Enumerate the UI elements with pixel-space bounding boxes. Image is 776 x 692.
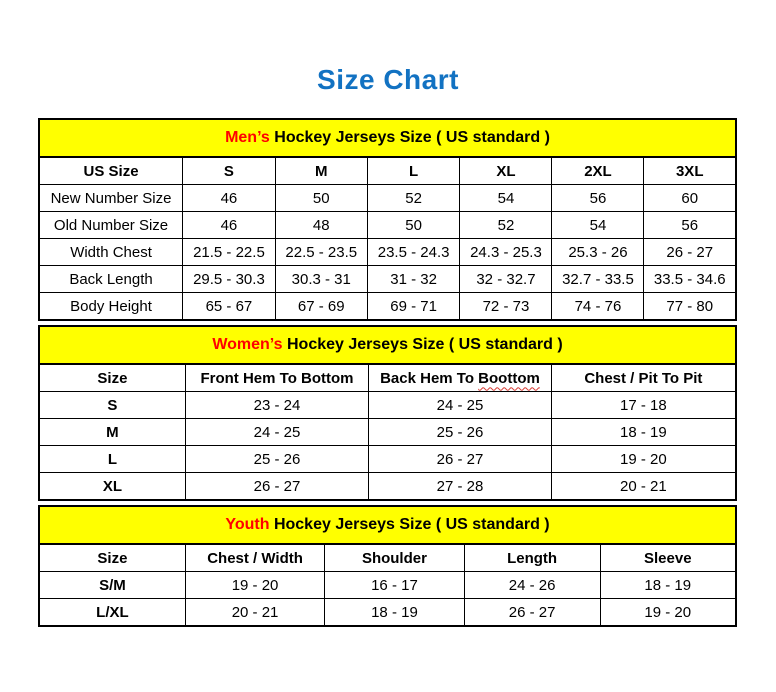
value-cell: 48 (275, 212, 367, 239)
value-cell: 24 - 25 (369, 392, 552, 419)
value-cell: 26 - 27 (185, 473, 368, 501)
value-cell: 65 - 67 (183, 293, 276, 321)
mens-col-us-size: US Size (39, 157, 183, 185)
womens-row-s (39, 392, 736, 419)
value-cell: 54 (552, 212, 644, 239)
value-cell: 32 - 32.7 (460, 266, 552, 293)
tables-container (38, 118, 737, 627)
womens-size-table (38, 325, 737, 501)
youth-size-table (38, 505, 737, 627)
mens-section-title (39, 119, 736, 157)
row-label: Width Chest (39, 239, 183, 266)
value-cell: 52 (367, 185, 460, 212)
value-cell: 26 - 27 (644, 239, 736, 266)
value-cell: 19 - 20 (600, 599, 736, 627)
youth-band-rest: Hockey Jerseys Size ( US standard ) (269, 516, 550, 533)
mens-col-s: S (183, 157, 276, 185)
value-cell: 77 - 80 (644, 293, 736, 321)
size-label: M (39, 419, 185, 446)
value-cell: 19 - 20 (185, 572, 324, 599)
value-cell: 26 - 27 (464, 599, 600, 627)
youth-col-chest-width: Chest / Width (185, 544, 324, 572)
womens-row-xl (39, 473, 736, 501)
youth-band-highlight: Youth (225, 516, 270, 533)
value-cell: 32.7 - 33.5 (552, 266, 644, 293)
back-hem-prefix: Back Hem To (380, 369, 479, 387)
value-cell: 17 - 18 (551, 392, 736, 419)
size-label: L (39, 446, 185, 473)
mens-row-width-chest (39, 239, 736, 266)
value-cell: 18 - 19 (600, 572, 736, 599)
value-cell: 46 (183, 212, 276, 239)
mens-row-new-number-size (39, 185, 736, 212)
value-cell: 18 - 19 (551, 419, 736, 446)
value-cell: 60 (644, 185, 736, 212)
value-cell: 22.5 - 23.5 (275, 239, 367, 266)
value-cell: 33.5 - 34.6 (644, 266, 736, 293)
mens-section-band (39, 119, 736, 157)
youth-row-lxl (39, 599, 736, 627)
mens-col-m: M (275, 157, 367, 185)
womens-band-highlight: Women’s (212, 336, 283, 353)
value-cell: 56 (552, 185, 644, 212)
mens-row-old-number-size (39, 212, 736, 239)
youth-col-shoulder: Shoulder (325, 544, 464, 572)
womens-col-front-hem: Front Hem To Bottom (185, 364, 368, 392)
mens-band-rest: Hockey Jerseys Size ( US standard ) (269, 129, 550, 146)
value-cell: 31 - 32 (367, 266, 460, 293)
womens-col-chest: Chest / Pit To Pit (551, 364, 736, 392)
value-cell: 23 - 24 (185, 392, 368, 419)
mens-col-3xl: 3XL (644, 157, 736, 185)
value-cell: 52 (460, 212, 552, 239)
value-cell: 69 - 71 (367, 293, 460, 321)
value-cell: 24 - 25 (185, 419, 368, 446)
row-label: New Number Size (39, 185, 183, 212)
size-label: S (39, 392, 185, 419)
value-cell: 50 (275, 185, 367, 212)
womens-col-back-hem (369, 364, 552, 392)
value-cell: 30.3 - 31 (275, 266, 367, 293)
mens-col-2xl: 2XL (552, 157, 644, 185)
value-cell: 16 - 17 (325, 572, 464, 599)
youth-row-sm (39, 572, 736, 599)
value-cell: 72 - 73 (460, 293, 552, 321)
value-cell: 25 - 26 (185, 446, 368, 473)
value-cell: 67 - 69 (275, 293, 367, 321)
youth-header-row (39, 544, 736, 572)
youth-col-size: Size (39, 544, 185, 572)
size-label: L/XL (39, 599, 185, 627)
youth-section-title (39, 506, 736, 544)
value-cell: 20 - 21 (551, 473, 736, 501)
value-cell: 56 (644, 212, 736, 239)
mens-row-body-height (39, 293, 736, 321)
value-cell: 46 (183, 185, 276, 212)
mens-header-row (39, 157, 736, 185)
value-cell: 25 - 26 (369, 419, 552, 446)
value-cell: 23.5 - 24.3 (367, 239, 460, 266)
value-cell: 19 - 20 (551, 446, 736, 473)
youth-col-sleeve: Sleeve (600, 544, 736, 572)
mens-band-highlight: Men’s (225, 129, 270, 146)
row-label: Body Height (39, 293, 183, 321)
value-cell: 29.5 - 30.3 (183, 266, 276, 293)
womens-header-row (39, 364, 736, 392)
womens-row-m (39, 419, 736, 446)
value-cell: 20 - 21 (185, 599, 324, 627)
value-cell: 26 - 27 (369, 446, 552, 473)
value-cell: 25.3 - 26 (552, 239, 644, 266)
womens-band-rest: Hockey Jerseys Size ( US standard ) (282, 336, 563, 353)
value-cell: 54 (460, 185, 552, 212)
mens-col-xl: XL (460, 157, 552, 185)
row-label: Old Number Size (39, 212, 183, 239)
mens-size-table (38, 118, 737, 321)
youth-section-band (39, 506, 736, 544)
size-label: S/M (39, 572, 185, 599)
mens-row-back-length (39, 266, 736, 293)
back-hem-misspelled-word: Boottom (478, 369, 540, 387)
womens-col-size: Size (39, 364, 185, 392)
value-cell: 50 (367, 212, 460, 239)
value-cell: 74 - 76 (552, 293, 644, 321)
womens-section-band (39, 326, 736, 364)
mens-col-l: L (367, 157, 460, 185)
womens-row-l (39, 446, 736, 473)
value-cell: 27 - 28 (369, 473, 552, 501)
value-cell: 21.5 - 22.5 (183, 239, 276, 266)
value-cell: 24 - 26 (464, 572, 600, 599)
value-cell: 24.3 - 25.3 (460, 239, 552, 266)
page-title: Size Chart (317, 64, 459, 95)
womens-section-title (39, 326, 736, 364)
value-cell: 18 - 19 (325, 599, 464, 627)
row-label: Back Length (39, 266, 183, 293)
youth-col-length: Length (464, 544, 600, 572)
size-label: XL (39, 473, 185, 501)
